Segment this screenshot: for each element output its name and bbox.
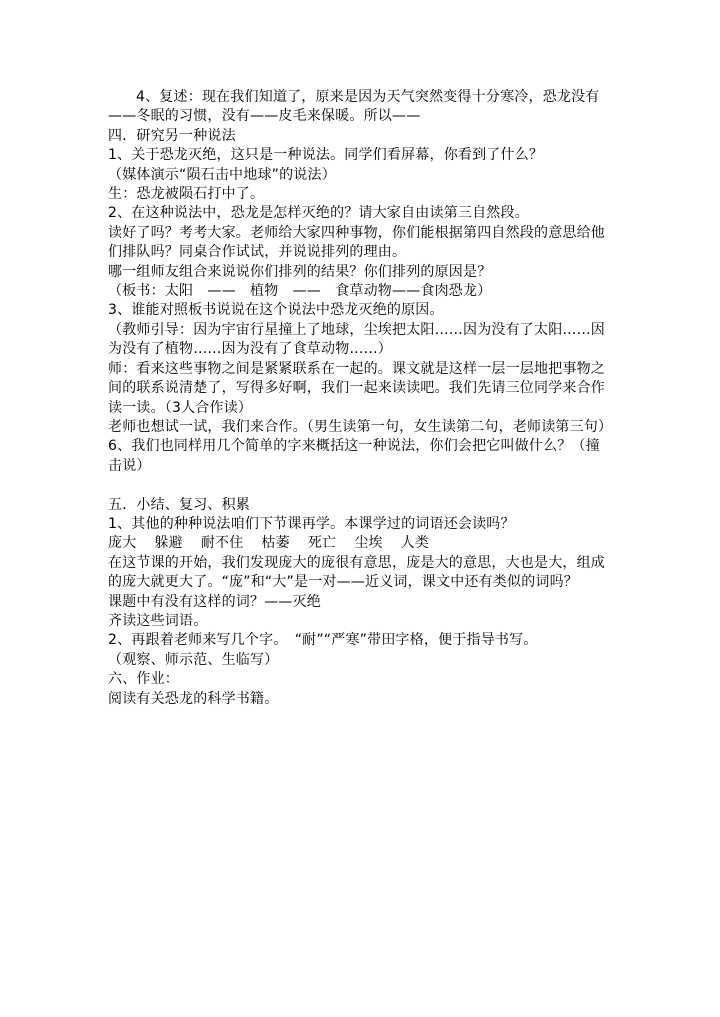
document-body	[108, 88, 638, 709]
paragraph-line: （媒体演示“陨石击中地球”的说法）	[108, 166, 336, 183]
section-heading: 四．研究另一种说法	[108, 127, 236, 144]
paragraph-line: 1、其他的种种说法咱们下节课再学。本课学过的词语还会读吗？	[108, 515, 515, 532]
paragraph-line: 老师也想试一试，我们来合作。（男生读第一句，女生读第二句，老师读第三句）	[108, 418, 613, 435]
vocabulary-word: 尘埃	[354, 535, 383, 552]
vocabulary-word: 枯萎	[261, 535, 290, 552]
paragraph-line: 2、再跟着老师来写几个字。 “耐”“严寒”带田字格，便于指导书写。	[108, 632, 538, 649]
paragraph-line: 阅读有关恐龙的科学书籍。	[108, 690, 279, 707]
paragraph-line: 击说）	[108, 457, 151, 474]
paragraph-line: 的庞大就更大了。“庞”和“大”是一对——近义词，课文中还有类似的词吗？	[108, 574, 579, 591]
paragraph-line: 4、复述：现在我们知道了，原来是因为天气突然变得十分寒冷，恐龙没有	[136, 89, 600, 105]
paragraph-line: （观察、师示范、生临写）	[108, 651, 279, 668]
paragraph-line: 间的联系说清楚了，写得多好啊，我们一起来读读吧。我们先请三位同学来合作	[108, 380, 605, 397]
vocabulary-word: 耐不住	[200, 535, 244, 552]
paragraph-line: 们排队吗？同桌合作试试，并说说排列的理由。	[108, 244, 407, 261]
paragraph-line: （教师引导：因为宇宙行星撞上了地球，尘埃把太阳……因为没有了太阳……因	[108, 321, 605, 338]
blank-line	[108, 476, 638, 495]
paragraph-line: 在这节课的开始，我们发现庞大的庞很有意思，庞是大的意思，大也是大，组成	[108, 554, 605, 571]
paragraph-line: 为没有了植物……因为没有了食草动物……）	[108, 341, 392, 358]
paragraph-line: 课题中有没有这样的词？——灭绝	[108, 593, 321, 610]
paragraph-line: 1、关于恐龙灭绝，这只是一种说法。同学们看屏幕，你看到了什么？	[108, 147, 544, 164]
vocabulary-word: 死亡	[307, 535, 337, 552]
paragraph-line: 齐读这些词语。	[108, 612, 208, 629]
vocabulary-word: 庞大	[108, 535, 137, 552]
paragraph-line: 读好了吗？考考大家。老师给大家四种事物，你们能根据第四自然段的意思给他	[108, 224, 605, 241]
section-heading: 五．小结、复习、积累	[108, 496, 250, 513]
paragraph-line: 生：恐龙被陨石打中了。	[108, 186, 265, 203]
paragraph-line: 师：看来这些事物之间是紧紧联系在一起的。课文就是这样一层一层地把事物之	[108, 360, 605, 377]
paragraph-line: 6、我们也同样用几个简单的字来概括这一种说法，你们会把它叫做什么？（撞	[108, 438, 600, 455]
vocabulary-list	[108, 534, 638, 553]
paragraph-line: 2、在这种说法中，恐龙是怎样灭绝的？请大家自由读第三自然段。	[108, 205, 529, 222]
paragraph-line: 哪一组师友组合来说说你们排列的结果？你们排列的原因是？	[108, 263, 492, 280]
paragraph-line: 3、谁能对照板书说说在这个说法中恐龙灭绝的原因。	[108, 302, 444, 319]
vocabulary-word: 躲避	[154, 535, 183, 552]
vocabulary-word: 人类	[400, 535, 430, 552]
paragraph-line: （板书：太阳 —— 植物 —— 食草动物——食肉恐龙）	[108, 283, 492, 300]
paragraph-line: ——冬眠的习惯，没有——皮毛来保暖。所以——	[108, 108, 421, 125]
paragraph-line: 读一读。（3人合作读）	[108, 399, 253, 416]
section-heading: 六、作业：	[108, 671, 179, 688]
